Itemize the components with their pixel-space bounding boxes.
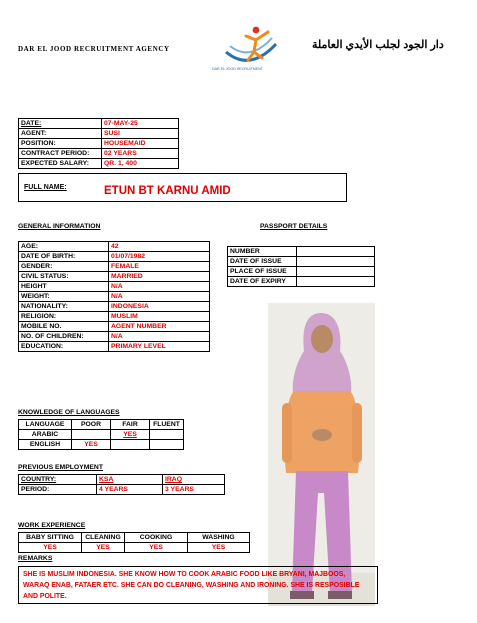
column-header: FAIR — [111, 420, 150, 430]
table-row — [19, 139, 179, 149]
field-label: EXPECTED SALARY: — [19, 159, 102, 169]
field-value: IRAQ — [163, 475, 225, 485]
agency-name-arabic: دار الجود لجلب الأيدي العاملة — [312, 39, 444, 51]
field-value: FEMALE — [109, 262, 210, 272]
field-label: DATE: — [19, 119, 102, 129]
field-value: PRIMARY LEVEL — [109, 342, 210, 352]
table-cell: YES — [19, 543, 82, 553]
field-value: MUSLIM — [109, 312, 210, 322]
field-label: EDUCATION: — [19, 342, 109, 352]
table-row — [19, 272, 210, 282]
column-header: LANGUAGE — [19, 420, 72, 430]
table-row — [19, 292, 210, 302]
field-value: AGENT NUMBER — [109, 322, 210, 332]
field-value: 42 — [109, 242, 210, 252]
table-row — [19, 543, 250, 553]
table-row — [19, 332, 210, 342]
field-value: N/A — [109, 292, 210, 302]
field-label: NO. OF CHILDREN: — [19, 332, 109, 342]
field-label: PERIOD: — [19, 485, 97, 495]
remarks-text: SHE IS MUSLIM INDONESIA. SHE KNOW HOW TO COOK ARABIC FOOD LIKE BRYANI, MAJBOOS, WARAQ ENAB, FATAER ETC. SHE CAN DO CLEANING, WASHING AND IRONING. SHE IS RESPOSIBLE AND POLITE. — [18, 566, 378, 604]
table-row — [19, 322, 210, 332]
field-label: AGENT: — [19, 129, 102, 139]
remarks-title: REMARKS — [18, 555, 53, 562]
field-label: DATE OF BIRTH: — [19, 252, 109, 262]
work-experience-table — [18, 532, 250, 553]
field-value: 07-MAY-25 — [102, 119, 179, 129]
table-cell: YES — [125, 543, 188, 553]
table-cell: ENGLISH — [19, 440, 72, 450]
table-row — [19, 440, 184, 450]
languages-title: KNOWLEDGE OF LANGUAGES — [18, 409, 120, 416]
column-header: BABY SITTING — [19, 533, 82, 543]
field-label: RELIGION: — [19, 312, 109, 322]
table-row — [19, 485, 225, 495]
table-row — [19, 302, 210, 312]
column-header: WASHING — [188, 533, 250, 543]
basic-info-table — [18, 118, 179, 169]
field-value: KSA — [97, 475, 163, 485]
field-label: WEIGHT: — [19, 292, 109, 302]
table-cell — [150, 430, 184, 440]
table-row — [19, 342, 210, 352]
field-label: NUMBER — [228, 247, 297, 257]
field-value: QR. 1, 400 — [102, 159, 179, 169]
field-value: 02 YEARS — [102, 149, 179, 159]
table-row — [19, 159, 179, 169]
table-row — [19, 149, 179, 159]
general-info-title: GENERAL INFORMATION — [18, 223, 101, 230]
table-cell: YES — [111, 430, 150, 440]
field-value: 01/07/1982 — [109, 252, 210, 262]
table-cell — [111, 440, 150, 450]
field-value — [297, 247, 375, 257]
field-label: NATIONALITY: — [19, 302, 109, 312]
table-row — [228, 267, 375, 277]
general-info-table — [18, 241, 210, 352]
table-cell — [72, 430, 111, 440]
table-row — [228, 257, 375, 267]
field-label: DATE OF ISSUE — [228, 257, 297, 267]
field-value — [297, 257, 375, 267]
field-value: N/A — [109, 332, 210, 342]
table-row — [19, 430, 184, 440]
table-header-row — [19, 533, 250, 543]
table-row — [19, 262, 210, 272]
table-cell — [150, 440, 184, 450]
languages-table — [18, 419, 184, 450]
field-value: MARRIED — [109, 272, 210, 282]
table-row — [19, 242, 210, 252]
applicant-photo — [268, 303, 375, 606]
table-row — [19, 475, 225, 485]
column-header: CLEANING — [82, 533, 125, 543]
table-cell: YES — [72, 440, 111, 450]
field-value — [297, 267, 375, 277]
field-value — [297, 277, 375, 287]
agency-name-english: DAR EL JOOD RECRUITMENT AGENCY — [18, 45, 170, 53]
table-row — [228, 247, 375, 257]
table-row — [19, 129, 179, 139]
field-value: SUSI — [102, 129, 179, 139]
table-row — [19, 282, 210, 292]
column-header: COOKING — [125, 533, 188, 543]
table-header-row — [19, 420, 184, 430]
column-header: POOR — [72, 420, 111, 430]
table-row — [228, 277, 375, 287]
field-value: INDONESIA — [109, 302, 210, 312]
full-name-label: FULL NAME: — [24, 184, 67, 191]
field-label: AGE: — [19, 242, 109, 252]
table-cell: YES — [82, 543, 125, 553]
column-header: FLUENT — [150, 420, 184, 430]
work-experience-title: WORK EXPERIENCE — [18, 522, 86, 529]
passport-table — [227, 246, 375, 287]
field-value: 3 YEARS — [163, 485, 225, 495]
full-name-value: ETUN BT KARNU AMID — [104, 185, 231, 197]
table-row — [19, 252, 210, 262]
field-label: GENDER: — [19, 262, 109, 272]
field-label: CONTRACT PERIOD: — [19, 149, 102, 159]
employment-table — [18, 474, 225, 495]
field-value: N/A — [109, 282, 210, 292]
field-label: MOBILE NO. — [19, 322, 109, 332]
field-label: COUNTRY: — [19, 475, 97, 485]
field-label: CIVIL STATUS: — [19, 272, 109, 282]
table-row — [19, 119, 179, 129]
field-value: HOUSEMAID — [102, 139, 179, 149]
field-value: 4 YEARS — [97, 485, 163, 495]
logo-caption: DAR EL JOOD RECRUITMENT — [212, 67, 263, 71]
field-label: POSITION: — [19, 139, 102, 149]
table-row — [19, 312, 210, 322]
passport-title: PASSPORT DETAILS — [260, 223, 328, 230]
person-photo-icon — [268, 303, 375, 606]
employment-title: PREVIOUS EMPLOYMENT — [18, 464, 103, 471]
field-label: HEIGHT — [19, 282, 109, 292]
table-cell: YES — [188, 543, 250, 553]
field-label: DATE OF EXPIRY — [228, 277, 297, 287]
table-cell: ARABIC — [19, 430, 72, 440]
field-label: PLACE OF ISSUE — [228, 267, 297, 277]
